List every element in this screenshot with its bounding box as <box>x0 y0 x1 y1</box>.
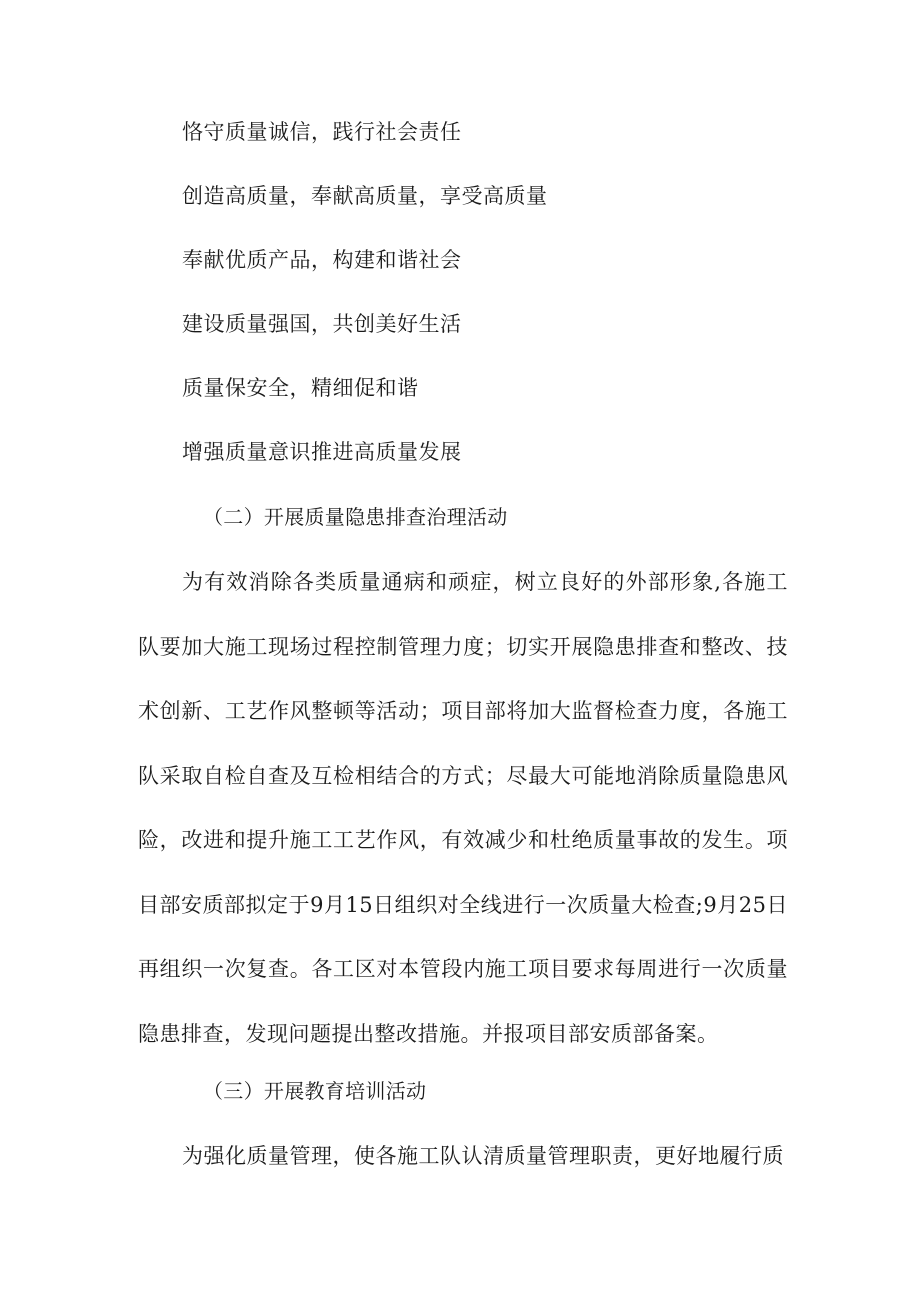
slogan-line: 恪守质量诚信，践行社会责任 <box>182 120 462 144</box>
section-heading: （二）开展质量隐患排查治理活动 <box>203 505 508 529</box>
section-heading: （三）开展教育培训活动 <box>203 1079 427 1103</box>
slogan-line: 质量保安全，精细促和谐 <box>182 376 419 400</box>
slogan-line: 创造高质量，奉献高质量，享受高质量 <box>182 184 548 208</box>
slogan-line: 奉献优质产品，构建和谐社会 <box>182 248 462 272</box>
slogan-line: 建设质量强国，共创美好生活 <box>182 312 462 336</box>
body-paragraph: 为强化质量管理，使各施工队认清质量管理职责，更好地履行质 <box>182 1144 784 1168</box>
slogan-line: 增强质量意识推进高质量发展 <box>182 440 462 464</box>
body-paragraph: 为有效消除各类质量通病和顽症，树立良好的外部形象,各施工队要加大施工现场过程控制管理力度；切实开展隐患排查和整改、技术创新、工艺作风整顿等活动；项目部将加大监督检查力度，各施工队采取自检自查及互检相结合的方式；尽最大可能地消除质量隐患风险，改进和提升施工工艺作风，有效减少和杜绝质量事故的发生。项目部安质部拟定于9月15日组织对全线进行一次质量大检查;9月25日再组织一次复查。各工区对本管段内施工项目要求每周进行一次质量隐患排查，发现问题提出整改措施。并报项目部安质部备案。 <box>138 570 788 1046</box>
